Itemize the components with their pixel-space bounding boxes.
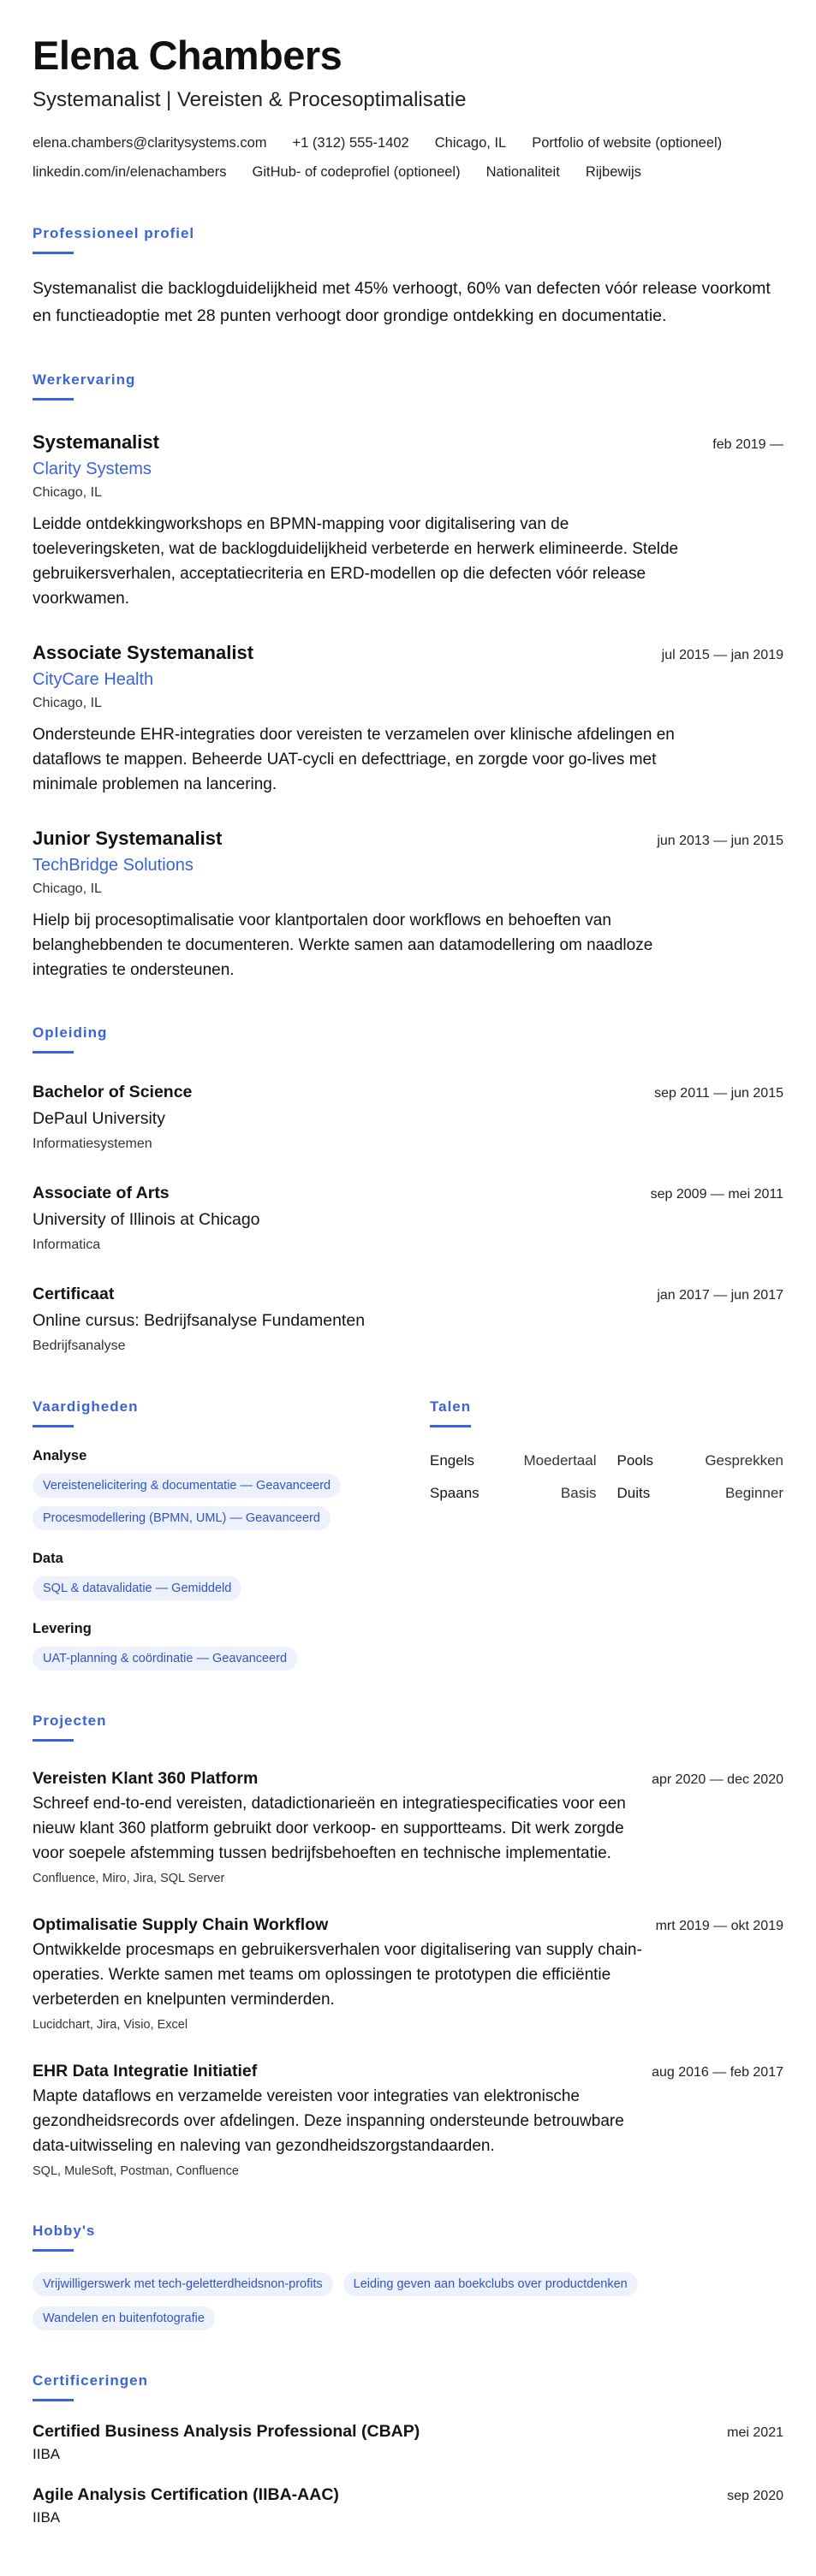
- skills-section: [33, 1398, 430, 1671]
- education-field: Informatica: [33, 1238, 101, 1252]
- section-title: Hobby's: [33, 2223, 96, 2239]
- project-dates: aug 2016 — feb 2017: [652, 2065, 783, 2080]
- section-title: Opleiding: [33, 1024, 108, 1041]
- job-dates: feb 2019 —: [712, 437, 783, 452]
- certification-issuer: IIBA: [33, 2446, 61, 2462]
- certification-entry: [33, 2484, 783, 2528]
- project-description: Ontwikkelde procesmaps en gebruikersverhalen voor digitalisering van supply chain-operaties. Werkte samen met teams om oplossingen te prototypen die efficiëntie verbeterden en knelpunten verminderden.: [33, 1941, 642, 2009]
- job-entry: [33, 640, 783, 797]
- job-company[interactable]: Clarity Systems: [33, 460, 152, 478]
- section-divider: [33, 1425, 74, 1427]
- candidate-headline: Systemanalist | Vereisten & Procesoptimalisatie: [33, 88, 467, 111]
- language-level: Gesprekken: [705, 1452, 783, 1469]
- education-entry: [33, 1081, 783, 1154]
- education-dates: sep 2009 — mei 2011: [650, 1187, 783, 1202]
- job-description: Ondersteunde EHR-integraties door vereisten te verzamelen over klinische afdelingen en dataflows te mappen. Beheerde UAT-cycli en defecttriage, en zorgde voor go-lives met minimale problemen na lancering.: [33, 726, 675, 793]
- skill-group-label: Analyse: [33, 1448, 87, 1463]
- contact-linkedin[interactable]: linkedin.com/in/elenachambers: [33, 164, 227, 180]
- language-level: Beginner: [724, 1485, 783, 1501]
- projects-section: [33, 1712, 783, 2181]
- job-title: Systemanalist: [33, 431, 159, 453]
- project-description: Schreef end-to-end vereisten, datadictionarieën en integratiespecificaties voor een nieuw klant 360 platform gebruikt door verkoop- en supportteams. Dit werk zorgde voor soepele afstemming tussen bedrijfsbehoeften en technische implementatie.: [33, 1795, 626, 1862]
- section-title: Vaardigheden: [33, 1398, 139, 1415]
- job-location: Chicago, IL: [33, 696, 102, 710]
- skill-chip: SQL & datavalidatie — Gemiddeld: [33, 1576, 241, 1600]
- resume-header: [33, 33, 783, 183]
- job-company[interactable]: CityCare Health: [33, 670, 154, 689]
- candidate-name: Elena Chambers: [33, 33, 342, 78]
- section-title: Projecten: [33, 1712, 107, 1729]
- skill-chip: Procesmodellering (BPMN, UML) — Geavanceerd: [33, 1506, 331, 1530]
- section-divider: [33, 252, 74, 254]
- project-dates: apr 2020 — dec 2020: [652, 1772, 783, 1787]
- project-entry: [33, 1914, 783, 2034]
- project-entry: [33, 1767, 783, 1888]
- profile-summary: Systemanalist die backlogduidelijkheid met 45% verhoogt, 60% van defecten vóór release voorkomt en functieadoptie met 28 punten verhoogt door grondige ontdekking en documentatie.: [33, 279, 771, 325]
- education-dates: jan 2017 — jun 2017: [657, 1288, 783, 1303]
- contact-email[interactable]: elena.chambers@claritysystems.com: [33, 135, 267, 151]
- education-degree: Associate of Arts: [33, 1184, 170, 1202]
- project-tools: Lucidchart, Jira, Visio, Excel: [33, 2018, 188, 2032]
- job-entry: [33, 826, 783, 982]
- project-dates: mrt 2019 — okt 2019: [655, 1919, 783, 1933]
- section-divider: [430, 1425, 471, 1427]
- section-title: Certificeringen: [33, 2372, 148, 2389]
- project-description: Mapte dataflows en verzamelde vereisten voor integraties van elektronische gezondheidsrecords over afdelingen. Deze inspanning ondersteunde betrouwbare data-uitwisseling en naleving van gezondheidszorgstandaarden.: [33, 2087, 624, 2155]
- project-tools: Confluence, Miro, Jira, SQL Server: [33, 1872, 225, 1885]
- project-tools: SQL, MuleSoft, Postman, Confluence: [33, 2164, 239, 2178]
- language-item: [430, 1484, 597, 1503]
- certification-date: sep 2020: [727, 2489, 783, 2503]
- hobby-chip: Vrijwilligerswerk met tech-geletterdheidsnon-profits: [33, 2272, 333, 2296]
- language-level: Moedertaal: [523, 1452, 597, 1469]
- job-company[interactable]: TechBridge Solutions: [33, 856, 194, 875]
- job-title: Associate Systemanalist: [33, 642, 254, 663]
- skill-group-label: Data: [33, 1551, 63, 1566]
- education-school: University of Illinois at Chicago: [33, 1210, 260, 1229]
- skill-chip: Vereistenelicitering & documentatie — Geavanceerd: [33, 1474, 341, 1498]
- job-description: Hielp bij procesoptimalisatie voor klantportalen door workflows en behoeften van belanghebbenden te documenteren. Werkte samen aan datamodellering om naadloze integraties te ondersteunen.: [33, 911, 653, 979]
- hobby-chip: Wandelen en buitenfotografie: [33, 2306, 215, 2330]
- experience-section: [33, 371, 783, 982]
- contact-phone[interactable]: +1 (312) 555-1402: [292, 135, 409, 151]
- skills-languages-row: [33, 1398, 783, 1671]
- hobby-chip: Leiding geven aan boekclubs over productdenken: [343, 2272, 638, 2296]
- section-divider: [33, 2249, 74, 2252]
- certification-entry: [33, 2420, 783, 2465]
- education-degree: Bachelor of Science: [33, 1083, 193, 1101]
- contact-portfolio[interactable]: Portfolio of website (optioneel): [532, 135, 723, 151]
- contact-list: [33, 132, 769, 183]
- language-item: [430, 1451, 597, 1470]
- education-dates: sep 2011 — jun 2015: [654, 1086, 783, 1101]
- job-entry: [33, 430, 783, 611]
- education-section: [33, 1024, 783, 1356]
- education-field: Bedrijfsanalyse: [33, 1338, 126, 1353]
- education-school: DePaul University: [33, 1109, 165, 1128]
- contact-drivers-license: Rijbewijs: [585, 164, 641, 180]
- languages-section: [430, 1398, 783, 1671]
- education-entry: [33, 1182, 783, 1255]
- language-name: Engels: [430, 1452, 474, 1469]
- section-divider: [33, 1739, 74, 1742]
- education-entry: [33, 1283, 783, 1356]
- language-name: Pools: [616, 1452, 654, 1469]
- certification-name: Agile Analysis Certification (IIBA-AAC): [33, 2485, 339, 2504]
- skill-group: [33, 1619, 430, 1671]
- job-title: Junior Systemanalist: [33, 828, 223, 849]
- project-entry: [33, 2060, 783, 2181]
- section-title: Werkervaring: [33, 371, 136, 388]
- job-description: Leidde ontdekkingworkshops en BPMN-mapping voor digitalisering van de toeleveringsketen, wat de backlogduidelijkheid verbeterde en herwerk elimineerde. Stelde gebruikersverhalen, acceptatiecriteria en ERD-modellen op die defecten vóór release voorkwamen.: [33, 515, 679, 608]
- job-location: Chicago, IL: [33, 485, 102, 500]
- language-item: [617, 1484, 784, 1503]
- certifications-section: [33, 2371, 783, 2528]
- job-dates: jun 2013 — jun 2015: [657, 834, 783, 848]
- language-level: Basis: [560, 1485, 597, 1501]
- education-school: Online cursus: Bedrijfsanalyse Fundamenten: [33, 1311, 366, 1330]
- hobbies-section: [33, 2222, 783, 2330]
- section-divider: [33, 1051, 74, 1054]
- education-degree: Certificaat: [33, 1285, 115, 1303]
- project-title: EHR Data Integratie Initiatief: [33, 2062, 258, 2080]
- contact-location: Chicago, IL: [434, 135, 507, 151]
- section-title: Professioneel profiel: [33, 225, 195, 241]
- language-name: Spaans: [430, 1485, 479, 1501]
- skill-group: [33, 1549, 430, 1600]
- section-divider: [33, 2399, 74, 2401]
- certification-issuer: IIBA: [33, 2509, 61, 2526]
- contact-nationality: Nationaliteit: [485, 164, 560, 180]
- profile-section: [33, 224, 783, 329]
- section-divider: [33, 398, 74, 401]
- contact-github[interactable]: GitHub- of codeprofiel (optioneel): [252, 164, 461, 180]
- project-title: Optimalisatie Supply Chain Workflow: [33, 1915, 329, 1934]
- project-title: Vereisten Klant 360 Platform: [33, 1769, 259, 1788]
- certification-date: mei 2021: [727, 2425, 783, 2440]
- job-dates: jul 2015 — jan 2019: [661, 648, 783, 662]
- skill-chip: UAT-planning & coördinatie — Geavanceerd: [33, 1647, 297, 1671]
- job-location: Chicago, IL: [33, 881, 102, 896]
- education-field: Informatiesystemen: [33, 1137, 152, 1151]
- skill-group-label: Levering: [33, 1621, 92, 1636]
- language-name: Duits: [616, 1485, 651, 1501]
- certification-name: Certified Business Analysis Professional (CBAP): [33, 2422, 420, 2441]
- language-item: [617, 1451, 784, 1470]
- section-title: Talen: [430, 1398, 472, 1415]
- skill-group: [33, 1446, 430, 1530]
